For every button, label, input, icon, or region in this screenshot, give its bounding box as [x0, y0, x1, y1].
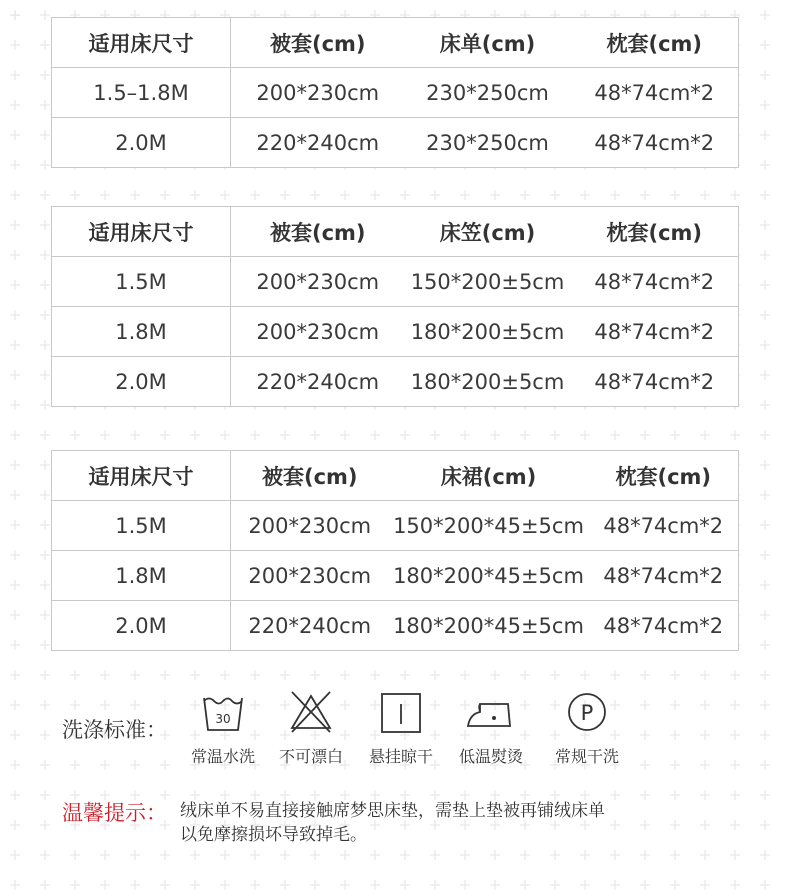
cell-bed-sheet: 230*250cm — [405, 118, 571, 168]
header-pillowcase: 枕套(cm) — [571, 18, 739, 68]
tip-text — [180, 799, 740, 847]
size-table-bed-skirt — [51, 450, 739, 651]
size-table-fitted-sheet — [51, 206, 739, 407]
cell-bed-size: 2.0M — [52, 601, 231, 651]
header-bed-size: 适用床尺寸 — [52, 207, 231, 257]
cell-pillowcase: 48*74cm*2 — [571, 257, 739, 307]
cell-pillowcase: 48*74cm*2 — [589, 601, 739, 651]
cell-pillowcase: 48*74cm*2 — [571, 307, 739, 357]
cell-pillowcase: 48*74cm*2 — [571, 118, 739, 168]
header-duvet-cover: 被套(cm) — [231, 451, 389, 501]
cell-duvet-cover: 200*230cm — [231, 68, 405, 118]
cell-bed-size: 2.0M — [52, 118, 231, 168]
care-item-low-iron — [446, 690, 536, 770]
cell-pillowcase: 48*74cm*2 — [571, 357, 739, 407]
table-header-row — [52, 18, 739, 68]
tip-text-line: 绒床单不易直接接触席梦思床垫，需垫上垫被再铺绒床单 — [180, 801, 605, 821]
dry-clean-letter: P — [580, 701, 594, 725]
cell-pillowcase: 48*74cm*2 — [589, 551, 739, 601]
cell-bed-sheet: 230*250cm — [405, 68, 571, 118]
cell-bed-size: 1.5–1.8M — [52, 68, 231, 118]
cell-duvet-cover: 200*230cm — [231, 257, 405, 307]
table-row — [52, 501, 739, 551]
cell-fitted-sheet: 180*200±5cm — [405, 307, 571, 357]
header-bed-size: 适用床尺寸 — [52, 18, 231, 68]
table-header-row — [52, 451, 739, 501]
cell-duvet-cover: 200*230cm — [231, 501, 389, 551]
cell-pillowcase: 48*74cm*2 — [571, 68, 739, 118]
cell-bed-size: 1.8M — [52, 307, 231, 357]
care-caption: 不可漂白 — [278, 747, 343, 766]
header-pillowcase: 枕套(cm) — [571, 207, 739, 257]
header-fitted-sheet: 床笠(cm) — [405, 207, 571, 257]
size-table-sheet — [51, 17, 739, 168]
cell-duvet-cover: 220*240cm — [231, 601, 389, 651]
hang-dry-icon — [378, 690, 424, 736]
cell-duvet-cover: 200*230cm — [231, 551, 389, 601]
table-row — [52, 601, 739, 651]
cell-bed-size: 1.5M — [52, 257, 231, 307]
table-row — [52, 257, 739, 307]
table-row — [52, 68, 739, 118]
care-item-wash-30 — [178, 690, 268, 770]
do-not-bleach-icon — [288, 690, 334, 736]
cell-duvet-cover: 200*230cm — [231, 307, 405, 357]
care-item-hang-dry — [356, 690, 446, 770]
cell-fitted-sheet: 150*200±5cm — [405, 257, 571, 307]
cell-duvet-cover: 220*240cm — [231, 118, 405, 168]
cell-pillowcase: 48*74cm*2 — [589, 501, 739, 551]
tip-label: 温馨提示： — [62, 801, 167, 825]
washing-label: 洗涤标准： — [62, 718, 167, 742]
header-duvet-cover: 被套(cm) — [231, 18, 405, 68]
table-row — [52, 357, 739, 407]
low-iron-icon — [464, 690, 518, 736]
care-item-no-bleach — [266, 690, 356, 770]
table-row — [52, 307, 739, 357]
cell-bed-size: 1.5M — [52, 501, 231, 551]
table-row — [52, 118, 739, 168]
washing-instructions — [62, 690, 742, 770]
care-caption: 常温水洗 — [190, 747, 255, 766]
wash-30-icon — [200, 690, 246, 736]
header-bed-skirt: 床裙(cm) — [389, 451, 589, 501]
cell-bed-size: 2.0M — [52, 357, 231, 407]
tip-text-line: 以免摩擦损坏导致掉毛。 — [180, 825, 367, 845]
header-bed-sheet: 床单(cm) — [405, 18, 571, 68]
dry-clean-p-icon — [564, 690, 610, 736]
header-bed-size: 适用床尺寸 — [52, 451, 231, 501]
cell-bed-skirt: 180*200*45±5cm — [389, 551, 589, 601]
care-caption: 低温熨烫 — [458, 747, 523, 766]
care-item-dry-clean — [542, 690, 632, 770]
cell-bed-skirt: 150*200*45±5cm — [389, 501, 589, 551]
cell-fitted-sheet: 180*200±5cm — [405, 357, 571, 407]
header-pillowcase: 枕套(cm) — [589, 451, 739, 501]
care-caption: 常规干洗 — [554, 747, 619, 766]
wash-temperature-text: 30 — [215, 712, 231, 726]
care-caption: 悬挂晾干 — [368, 747, 433, 766]
cell-bed-size: 1.8M — [52, 551, 231, 601]
table-header-row — [52, 207, 739, 257]
header-duvet-cover: 被套(cm) — [231, 207, 405, 257]
warm-tip — [62, 797, 742, 857]
table-row — [52, 551, 739, 601]
cell-duvet-cover: 220*240cm — [231, 357, 405, 407]
cell-bed-skirt: 180*200*45±5cm — [389, 601, 589, 651]
